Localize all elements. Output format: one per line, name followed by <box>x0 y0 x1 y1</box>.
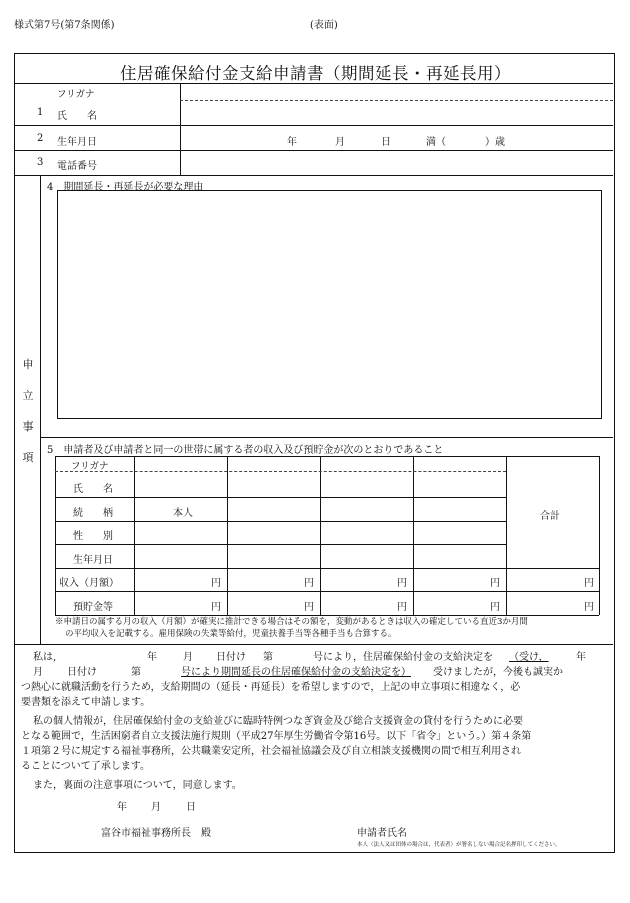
total-label: 合計 <box>540 511 560 522</box>
row-number: 3 <box>37 157 44 168</box>
table-row-label: 生年月日 <box>73 555 113 566</box>
row-number: 1 <box>37 107 44 118</box>
declaration-text: 日付け <box>67 667 97 678</box>
signer-label: 申請者氏名 <box>357 828 407 839</box>
birth-year-label: 年 <box>287 137 297 148</box>
yen-unit: 円 <box>584 602 594 613</box>
declaration-text: 私は, <box>33 652 57 663</box>
age-prefix: 満（ <box>426 137 446 148</box>
date-day-label: 日 <box>186 802 196 813</box>
yen-unit: 円 <box>211 602 221 613</box>
declaration-text: 月 <box>183 652 193 663</box>
side-label-char: 立 <box>22 389 34 402</box>
divider <box>15 175 613 176</box>
furigana-divider <box>180 100 613 101</box>
declaration-text: 第 <box>263 652 273 663</box>
reason-textarea[interactable] <box>57 190 602 419</box>
yen-unit: 円 <box>304 602 314 613</box>
row-number: 2 <box>37 133 44 144</box>
signer-note: 本人（法人又は団体の場合は，代表者）が署名しない場合記名押印してください。 <box>357 842 561 848</box>
application-form <box>14 53 615 853</box>
declaration-text: 月 <box>33 667 43 678</box>
consent-text: となる範囲で，生活困窮者自立支援法施行規則（平成27年厚生労働省令第16号。以下「省令」という。）第４条第 <box>21 731 532 742</box>
divider <box>40 437 613 438</box>
divider <box>180 83 181 175</box>
yen-unit: 円 <box>490 578 500 589</box>
table-row-label: 氏 名 <box>73 484 113 495</box>
consent-text: １項第２号に規定する福祉事務所，公共職業安定所，社会福祉協議会及び自立相談支援機関の間で相互利用され <box>21 746 521 757</box>
age-suffix: ）歳 <box>485 137 505 148</box>
declaration-text: 年 <box>576 652 586 663</box>
birth-day-label: 日 <box>381 137 391 148</box>
divider <box>15 83 613 84</box>
birth-month-label: 月 <box>335 137 345 148</box>
declaration-text: つ熱心に就職活動を行うため，支給期間の（延長・再延長）を希望しますので，上記の申立事項に相違なく，必 <box>21 682 521 693</box>
addressee: 富谷市福祉事務所長 殿 <box>101 828 211 839</box>
consent-text: 私の個人情報が，住居確保給付金の支給並びに臨時特例つなぎ資金及び総合支援資金の貸付を行うために必要 <box>33 716 523 727</box>
form-number: 様式第7号(第7条関係) <box>14 20 115 31</box>
name-label: 氏 名 <box>57 111 97 122</box>
date-year-label: 年 <box>117 802 127 813</box>
yen-unit: 円 <box>397 578 407 589</box>
table-row-label: 性 別 <box>73 531 113 542</box>
declaration-text: （受け， <box>509 652 549 663</box>
agreement-text: また，裏面の注意事項について，同意します。 <box>33 780 242 791</box>
signer-name-input[interactable] <box>415 820 605 836</box>
income-note: の平均収入を記載する。雇用保険の失業等給付，児童扶養手当等各種手当も合算する。 <box>65 629 397 639</box>
income-note: ※申請日の属する月の収入（月額）が確実に推計できる場合はその額を，変動があるときは収入の確定している直近3か月間 <box>55 617 528 627</box>
yen-unit: 円 <box>304 578 314 589</box>
yen-unit: 円 <box>397 602 407 613</box>
name-input[interactable] <box>235 104 605 120</box>
table-row-label: 預貯金等 <box>73 602 113 613</box>
divider <box>15 125 613 126</box>
declaration-text: 年 <box>147 652 157 663</box>
side-label-char: 事 <box>22 420 34 433</box>
furigana-label: フリガナ <box>57 89 95 100</box>
form-title: 住居確保給付金支給申請書（期間延長・再延長用） <box>120 64 511 83</box>
divider <box>15 150 613 151</box>
section5-label: 5 申請者及び申請者と同一の世帯に属する者の収入及び預貯金が次のとおりであること <box>47 445 444 456</box>
divider <box>15 644 613 645</box>
consent-text: ることについて了承します。 <box>21 761 150 772</box>
date-month-label: 月 <box>151 802 161 813</box>
yen-unit: 円 <box>211 578 221 589</box>
table-row-label: フリガナ <box>71 461 109 472</box>
yen-unit: 円 <box>490 602 500 613</box>
self-relation-value: 本人 <box>173 508 193 519</box>
divider <box>40 175 41 645</box>
declaration-text: 号により期間延長の住居確保給付金の支給決定を） <box>181 667 411 678</box>
declaration-text: 号により，住居確保給付金の支給決定を <box>313 652 493 663</box>
section4-label: 4 期間延長・再延長が必要な理由 <box>47 182 204 193</box>
side-label: (表面) <box>310 20 338 31</box>
side-label-char: 項 <box>22 451 34 464</box>
declaration-text: 要書類を添えて申請します。 <box>21 697 151 708</box>
side-label-char: 申 <box>22 358 34 371</box>
yen-unit: 円 <box>584 578 594 589</box>
declaration-text: 受けましたが，今後も誠実か <box>433 667 563 678</box>
phone-input[interactable] <box>235 154 605 170</box>
table-row-label: 収入（月額） <box>59 578 119 589</box>
table-row-label: 続 柄 <box>73 508 113 519</box>
declaration-text: 第 <box>131 667 141 678</box>
declaration-text: 日付け <box>216 652 246 663</box>
birthdate-label: 生年月日 <box>57 137 97 148</box>
phone-label: 電話番号 <box>57 161 97 172</box>
